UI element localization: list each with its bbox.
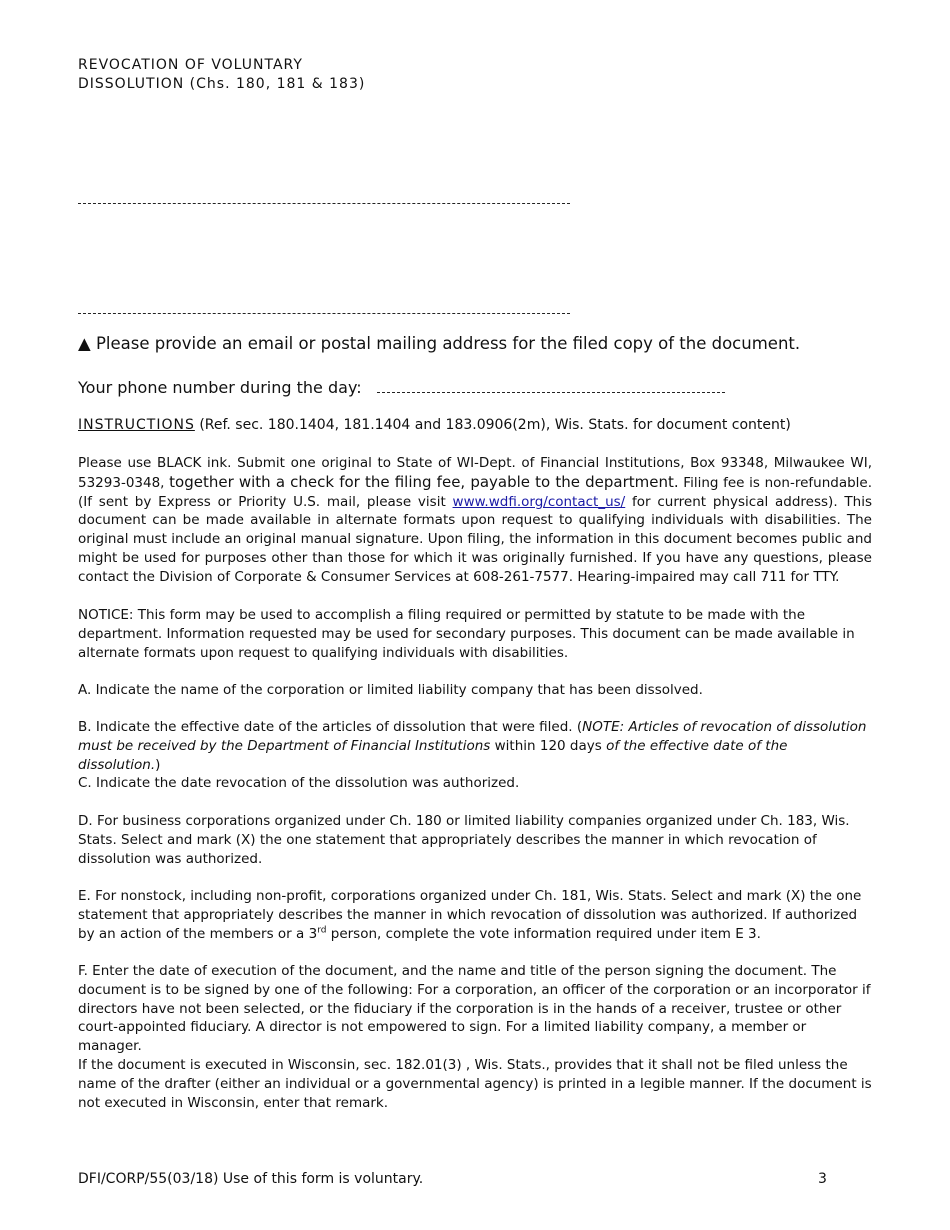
wisconsin-drafter-note: If the document is executed in Wisconsin, sec. 182.01(3) , Wis. Stats., provides that it shall not be filed unless the name of the drafter (either an individual or a governmental agency) is printed in a legible manner. If the document is not executed in Wisconsin, enter that remark. bbox=[78, 1057, 872, 1111]
item-e-superscript: rd bbox=[317, 925, 327, 936]
item-f-instruction: F. Enter the date of execution of the document, and the name and title of the person signing the document. The document is to be signed by one of the following: For a corporation, an officer of the corporation or an incorporator if directors have not been selected, or the fiduciary if the corporation is in the hands of a receiver, trustee or other court-appointed fiduciary. A director is not empowered to sign. For a limited liability company, a member or manager. bbox=[78, 963, 871, 1055]
address-blank-line-1[interactable] bbox=[78, 203, 570, 204]
item-c-instruction: C. Indicate the date revocation of the dissolution was authorized. bbox=[78, 775, 520, 791]
submission-text-c: for current physical address). This document can be made available in alternate formats upon request to qualifying individuals with disabilities. The original must include an original manual signature. Upon filing, the information in this document becomes public and might be used for purposes other than those for which it was originally furnished. If you have any questions, please contact the Division of Corporate & Consumer Services at 608-261-7577. Hearing-impaired may call 711 for TTY. bbox=[78, 493, 872, 585]
footer-form-id: DFI/CORP/55(03/18) Use of this form is voluntary. bbox=[78, 1171, 424, 1187]
item-b-within: within 120 days bbox=[494, 737, 602, 754]
instructions-header bbox=[78, 416, 878, 435]
item-b-instruction bbox=[78, 718, 872, 774]
submission-instructions bbox=[78, 454, 872, 587]
item-e-text-a: E. For nonstock, including non-profit, corporations organized under Ch. 181, Wis. Stats. Select and mark (X) the one statement that appropriately describes the manner in which revocation of dissolution was authorized. If authorized by an action of the members or a 3 bbox=[78, 888, 862, 942]
item-b-text: B. Indicate the effective date of the articles of dissolution that were filed. ( bbox=[78, 719, 583, 735]
submission-text-fee: together with a check for the filing fee, payable to the department. bbox=[169, 472, 679, 491]
contact-us-link[interactable]: www.wdfi.org/contact_us/ bbox=[452, 493, 626, 510]
item-b-note: NOTE: Articles of revocation of dissolution must be received by the Department of Financial Institutions bbox=[78, 719, 867, 754]
item-d-instruction: D. For business corporations organized under Ch. 180 or limited liability companies organized under Ch. 183, Wis. Stats. Select and mark (X) the one statement that appropriately describes the manner in which revocation of dissolution was authorized. bbox=[78, 813, 850, 867]
mailing-address-text: Please provide an email or postal mailing address for the filed copy of the document. bbox=[95, 334, 801, 353]
notice-paragraph: NOTICE: This form may be used to accomplish a filing required or permitted by statute to be made with the department. Information requested may be used for secondary purposes. This document can be made available in alternate formats upon request to qualifying individuals with disabilities. bbox=[78, 607, 855, 661]
form-title-line-2: DISSOLUTION (Chs. 180, 181 & 183) bbox=[78, 76, 366, 92]
phone-number-field[interactable] bbox=[377, 378, 725, 393]
form-title bbox=[78, 56, 365, 94]
item-b-close: ) bbox=[155, 756, 161, 773]
form-title-line-1: REVOCATION OF VOLUNTARY bbox=[78, 57, 303, 73]
mailing-address-note bbox=[78, 333, 800, 355]
item-e-text-b: person, complete the vote information required under item E 3. bbox=[326, 925, 761, 942]
instructions-heading: INSTRUCTIONS bbox=[78, 417, 195, 433]
submission-text-a: Please use BLACK ink. Submit one original to State of WI-Dept. of Financial Institutions, Box 93348, Milwaukee WI, 53293-0348, bbox=[78, 455, 872, 491]
instructions-reference: (Ref. sec. 180.1404, 181.1404 and 183.0906(2m), Wis. Stats. for document content) bbox=[199, 417, 791, 433]
item-a-instruction: A. Indicate the name of the corporation or limited liability company that has been dissolved. bbox=[78, 682, 703, 698]
up-triangle-icon: ▲ bbox=[78, 334, 91, 353]
submission-text-b: Filing fee is non-refundable. (If sent by Express or Priority U.S. mail, please visit bbox=[78, 474, 873, 510]
address-blank-line-2[interactable] bbox=[78, 313, 570, 314]
phone-label: Your phone number during the day: bbox=[78, 378, 362, 397]
phone-row bbox=[78, 377, 725, 399]
page-number: 3 bbox=[818, 1171, 827, 1187]
item-e-instruction bbox=[78, 887, 872, 943]
item-b-end: of the effective date of the dissolution. bbox=[78, 737, 788, 773]
